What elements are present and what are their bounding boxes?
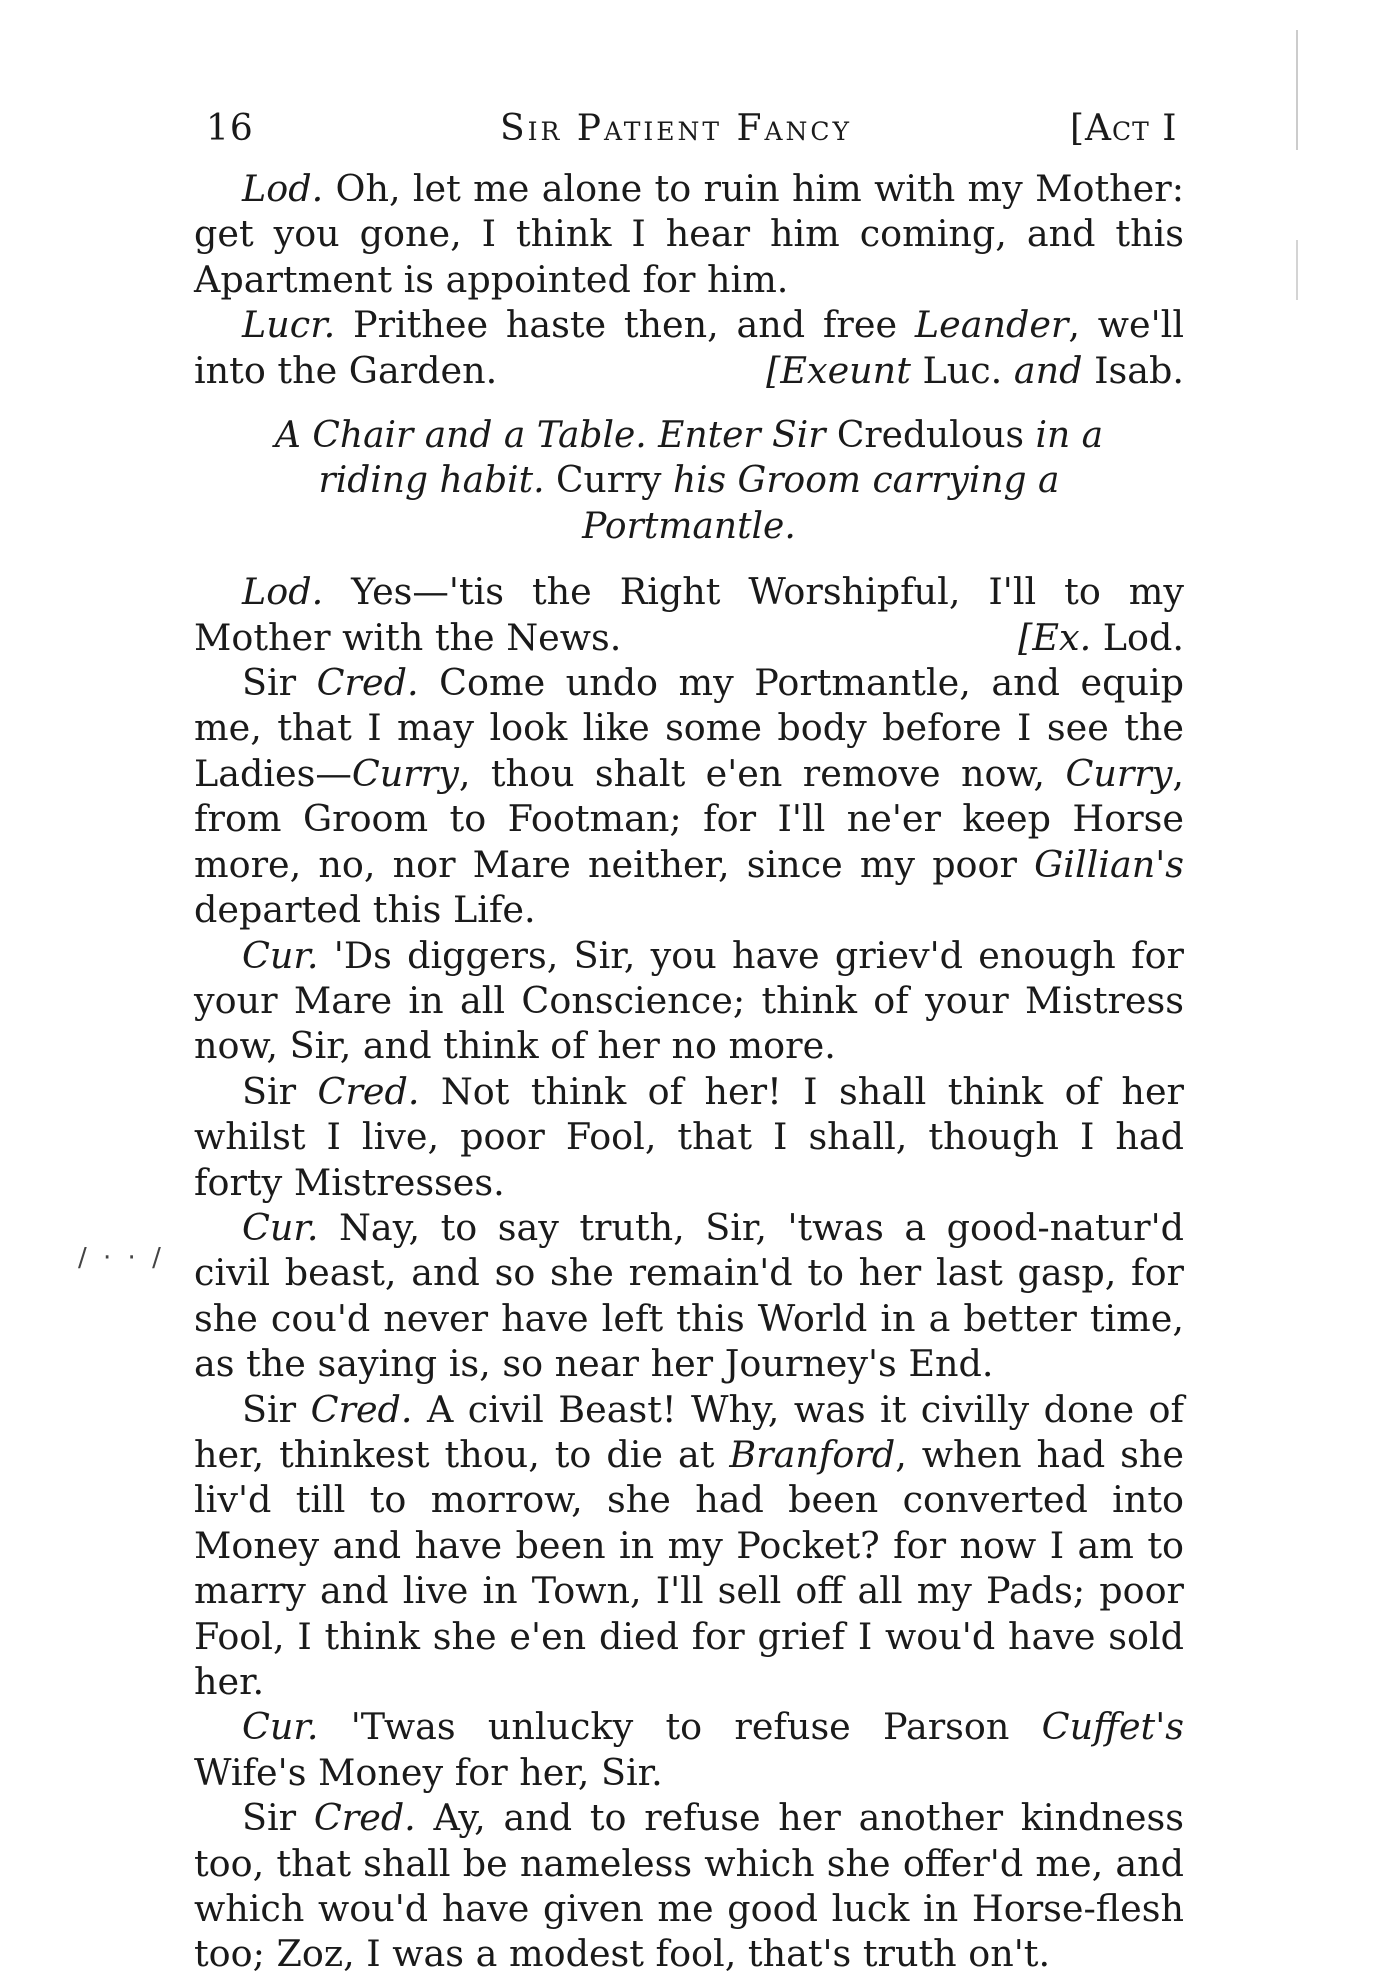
place-name: Branford bbox=[729, 1432, 896, 1476]
play-text bbox=[194, 166, 1184, 1977]
stage-text: A Chair and a Table. Enter Sir bbox=[274, 415, 837, 457]
speaker-title: Sir bbox=[242, 661, 317, 705]
speaker-name: Cur. bbox=[242, 1205, 319, 1249]
character-name: Cuffet's bbox=[1041, 1705, 1184, 1749]
speech-text: 'Twas unlucky to refuse Parson bbox=[318, 1705, 1042, 1749]
speech-cur-1 bbox=[194, 933, 1184, 1069]
character-name: Curry bbox=[556, 460, 662, 502]
exit-word: [Exeunt bbox=[766, 348, 911, 392]
stage-text: his Groom carrying a Portmantle. bbox=[582, 460, 1060, 547]
speaker-name: Cred. bbox=[310, 1387, 413, 1431]
exit-word: [Ex. bbox=[1018, 615, 1092, 659]
speaker-name: Cred. bbox=[316, 661, 419, 705]
exit-direction bbox=[1018, 615, 1184, 660]
speaker-name: Cred. bbox=[313, 1796, 416, 1840]
speech-text: , we'll into the Garden. bbox=[194, 303, 1184, 392]
exit-name: Luc. bbox=[910, 348, 1014, 392]
speech-text: , thou shalt e'en remove now, bbox=[458, 751, 1066, 795]
page-number: 16 bbox=[206, 108, 254, 149]
character-name: Curry bbox=[351, 751, 459, 795]
speech-text: Oh, let me alone to ruin him with my Mother: get you gone, I think I hear him coming, and this Apartment is appointed for him. bbox=[194, 167, 1184, 301]
speech-cred-4 bbox=[194, 1795, 1184, 1977]
speaker-name: Cur. bbox=[242, 933, 319, 977]
page-edge-shadow bbox=[1296, 30, 1298, 1530]
speaker-title: Sir bbox=[242, 1387, 311, 1431]
speech-text: Ay, and to refuse her another kindness too, that shall be nameless which she offer'd me, and which wou'd have given me good luck in Horse-flesh too; Zoz, I was a modest fool, that's truth on't. bbox=[194, 1796, 1184, 1976]
speech-text: A civil Beast! Why, was it civilly done of her, thinkest thou, to die at bbox=[194, 1387, 1184, 1476]
speech-lucr bbox=[194, 302, 1184, 393]
margin-annotation: / · · / bbox=[78, 1243, 165, 1273]
act-label: [Act I bbox=[1070, 108, 1178, 149]
speech-cred-3 bbox=[194, 1387, 1184, 1705]
speaker-name: Lod. bbox=[242, 570, 324, 614]
speaker-title: Sir bbox=[242, 1796, 314, 1840]
running-header bbox=[200, 108, 1180, 158]
speech-cur-2 bbox=[194, 1205, 1184, 1387]
speech-text: Nay, to say truth, Sir, 'twas a good-natur'd civil beast, and so she remain'd to her last gasp, for she cou'd never have left this World in a better time, as the saying is, so near her Journey's End. bbox=[194, 1205, 1184, 1386]
speaker-name: Cur. bbox=[242, 1705, 319, 1749]
speech-lod-2 bbox=[194, 569, 1184, 660]
stage-text: in a riding habit. bbox=[318, 415, 1104, 502]
speech-text: Yes—'tis the Right Worshipful, I'll to my Mother with the News. bbox=[194, 570, 1184, 659]
speaker-name: Lucr. bbox=[242, 303, 336, 347]
speech-cred-2 bbox=[194, 1069, 1184, 1205]
character-name: Credulous bbox=[836, 415, 1025, 457]
speech-text: Come undo my Portmantle, and equip me, that I may look like some body before I see the Ladies— bbox=[194, 661, 1184, 795]
character-name: Gillian's bbox=[1034, 842, 1184, 886]
speech-text: , when had she liv'd till to morrow, she had been converted into Money and have been in my Pocket? for now I am to marry and live in Town, I'll sell off all my Pads; poor Fool, I think she e'en died for grief I wou'd have sold her. bbox=[194, 1432, 1184, 1703]
speaker-title: Sir bbox=[242, 1069, 318, 1113]
speech-text: Wife's Money for her, Sir. bbox=[194, 1750, 663, 1794]
character-name: Leander bbox=[914, 303, 1069, 347]
speech-text: Not think of her! I shall think of her whilst I live, poor Fool, that I shall, though I had forty Mistresses. bbox=[194, 1069, 1184, 1204]
stage-direction bbox=[234, 413, 1144, 549]
character-name: Curry bbox=[1065, 751, 1173, 795]
speech-lod-1 bbox=[194, 166, 1184, 302]
speech-text: departed this Life. bbox=[194, 888, 536, 932]
exit-word: and bbox=[1013, 348, 1083, 392]
exit-direction bbox=[766, 348, 1184, 393]
speech-text: Prithee haste then, and free bbox=[335, 303, 915, 347]
speech-text: 'Ds diggers, Sir, you have griev'd enough for your Mare in all Conscience; think of your Mistress now, Sir, and think of her no more. bbox=[194, 933, 1184, 1068]
exit-name: Lod. bbox=[1091, 615, 1184, 659]
exit-name: Isab. bbox=[1082, 348, 1184, 392]
speaker-name: Lod. bbox=[242, 167, 324, 210]
running-title: Sir Patient Fancy bbox=[500, 108, 853, 149]
speech-cur-3 bbox=[194, 1704, 1184, 1795]
speech-text: , from Groom to Footman; for I'll ne'er keep Horse more, no, nor Mare neither, since my poor bbox=[194, 751, 1184, 886]
speaker-name: Cred. bbox=[317, 1069, 420, 1113]
speech-cred-1 bbox=[194, 660, 1184, 932]
